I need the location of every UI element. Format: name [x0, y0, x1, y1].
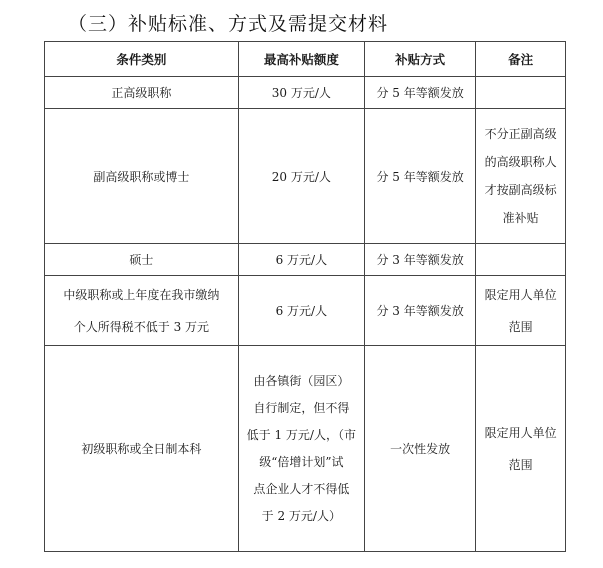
cell-method: 分 5 年等额发放	[364, 77, 475, 109]
remark-line: 范围	[508, 319, 533, 334]
remark-line: 不分正副高级	[484, 127, 557, 141]
remark-line: 的高级职称人	[484, 155, 557, 169]
subsidy-table	[44, 41, 566, 552]
header-method: 补贴方式	[364, 42, 475, 77]
cell-category: 硕士	[45, 244, 239, 276]
category-line: 中级职称或上年度在我市缴纳	[63, 287, 220, 302]
cell-amount: 6 万元/人	[238, 276, 364, 346]
amount-line: 自行制定，但不得	[253, 400, 350, 415]
amount-line: 级“倍增计划”试	[259, 454, 344, 469]
header-amount: 最高补贴额度	[238, 42, 364, 77]
cell-remark	[476, 109, 566, 244]
header-remark: 备注	[476, 42, 566, 77]
table-header-row	[45, 42, 566, 77]
header-category: 条件类别	[45, 42, 239, 77]
remark-line: 限定用人单位	[484, 287, 557, 302]
remark-line: 才按副高级标	[484, 183, 557, 197]
table-row	[45, 276, 566, 346]
amount-line: 点企业人才不得低	[253, 481, 350, 496]
table-row	[45, 244, 566, 276]
cell-amount: 6 万元/人	[238, 244, 364, 276]
category-line: 个人所得税不低于 3 万元	[73, 319, 210, 334]
cell-amount: 20 万元/人	[238, 109, 364, 244]
cell-category: 副高级职称或博士	[45, 109, 239, 244]
remark-line: 范围	[508, 457, 533, 472]
cell-method: 分 3 年等额发放	[364, 276, 475, 346]
table-row	[45, 346, 566, 552]
cell-remark	[476, 346, 566, 552]
amount-line: 于 2 万元/人）	[261, 508, 341, 523]
table-row	[45, 109, 566, 244]
cut-off-text-line	[64, 556, 564, 568]
amount-line: 低于 1 万元/人，（市	[246, 427, 356, 442]
cell-method: 分 5 年等额发放	[364, 109, 475, 244]
cell-remark	[476, 244, 566, 276]
cell-remark	[476, 77, 566, 109]
cell-category: 初级职称或全日制本科	[45, 346, 239, 552]
cell-method: 分 3 年等额发放	[364, 244, 475, 276]
amount-line: 由各镇街（园区）	[253, 373, 350, 388]
section-title: （三）补贴标准、方式及需提交材料	[68, 13, 389, 35]
remark-line: 准补贴	[502, 211, 539, 225]
remark-line: 限定用人单位	[484, 425, 557, 440]
cell-amount	[238, 346, 364, 552]
table-row	[45, 77, 566, 109]
cell-category	[45, 276, 239, 346]
cell-method: 一次性发放	[364, 346, 475, 552]
cell-remark	[476, 276, 566, 346]
cell-category: 正高级职称	[45, 77, 239, 109]
cell-amount: 30 万元/人	[238, 77, 364, 109]
